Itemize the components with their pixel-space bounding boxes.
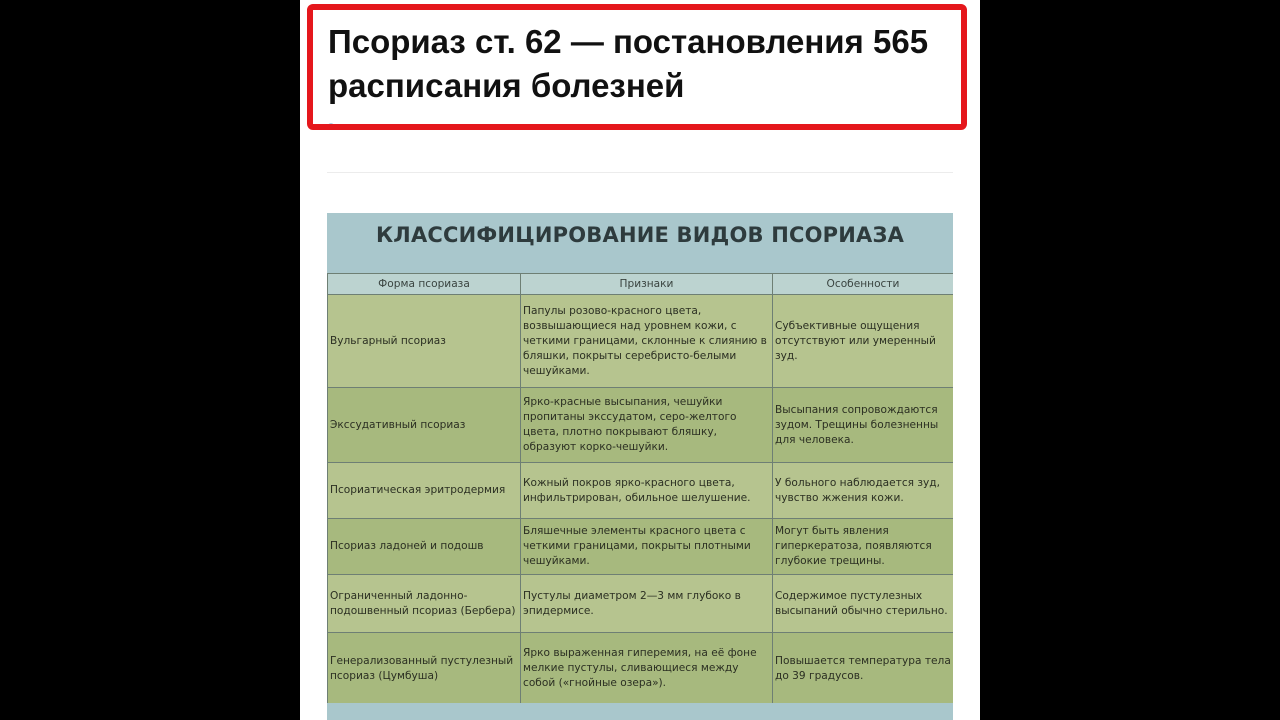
- signs-cell: Ярко выраженная гиперемия, на её фоне мелкие пустулы, сливающиеся между собой («гнойные озера»).: [521, 633, 773, 705]
- column-header: Особенности: [773, 274, 954, 295]
- infographic-bottom-band: [327, 703, 953, 720]
- form-cell: Генерализованный пустулезный псориаз (Цумбуша): [328, 633, 521, 705]
- form-cell: Вульгарный псориаз: [328, 295, 521, 388]
- meta-blurred-text: [340, 125, 410, 128]
- features-cell: Высыпания сопровождаются зудом. Трещины болезненны для человека.: [773, 388, 954, 463]
- features-cell: У больного наблюдается зуд, чувство жжения кожи.: [773, 463, 954, 519]
- column-header: Форма псориаза: [328, 274, 521, 295]
- features-cell: Могут быть явления гиперкератоза, появляются глубокие трещины.: [773, 519, 954, 575]
- signs-cell: Кожный покров ярко-красного цвета, инфильтрирован, обильное шелушение.: [521, 463, 773, 519]
- table-row: [328, 463, 954, 519]
- form-cell: Псориаз ладоней и подошв: [328, 519, 521, 575]
- table-row: [328, 575, 954, 633]
- author-icon: [328, 123, 334, 129]
- features-cell: Повышается температура тела до 39 градусов.: [773, 633, 954, 705]
- form-cell: Псориатическая эритродермия: [328, 463, 521, 519]
- table-row: [328, 519, 954, 575]
- article-page: [300, 0, 980, 720]
- table-row: [328, 388, 954, 463]
- features-cell: Содержимое пустулезных высыпаний обычно стерильно.: [773, 575, 954, 633]
- meta-blurred-text: [482, 125, 522, 128]
- article-meta: [328, 123, 548, 129]
- highlighted-title-box: [307, 4, 967, 130]
- table-header-row: [328, 274, 954, 295]
- article-title: Псориаз ст. 62 — постановления 565 расписания болезней: [328, 23, 929, 104]
- signs-cell: Пустулы диаметром 2—3 мм глубоко в эпидермисе.: [521, 575, 773, 633]
- signs-cell: Папулы розово-красного цвета, возвышающиеся над уровнем кожи, с четкими границами, склонные к слиянию в бляшки, покрыты серебристо-белыми чешуйками.: [521, 295, 773, 388]
- table-row: [328, 295, 954, 388]
- form-cell: Ограниченный ладонно-подошвенный псориаз (Бербера): [328, 575, 521, 633]
- classification-infographic: [327, 213, 953, 720]
- divider: [327, 172, 953, 173]
- form-cell: Экссудативный псориаз: [328, 388, 521, 463]
- signs-cell: Бляшечные элементы красного цвета с четкими границами, покрыты плотными чешуйками.: [521, 519, 773, 575]
- features-cell: Субъективные ощущения отсутствуют или умеренный зуд.: [773, 295, 954, 388]
- table-row: [328, 633, 954, 705]
- signs-cell: Ярко-красные высыпания, чешуйки пропитаны экссудатом, серо-желтого цвета, плотно покрывают бляшку, образуют корко-чешуйки.: [521, 388, 773, 463]
- infographic-title: КЛАССИФИЦИРОВАНИЕ ВИДОВ ПСОРИАЗА: [375, 223, 905, 247]
- meta-blurred-text: [416, 125, 476, 128]
- classification-table: [327, 273, 953, 705]
- column-header: Признаки: [521, 274, 773, 295]
